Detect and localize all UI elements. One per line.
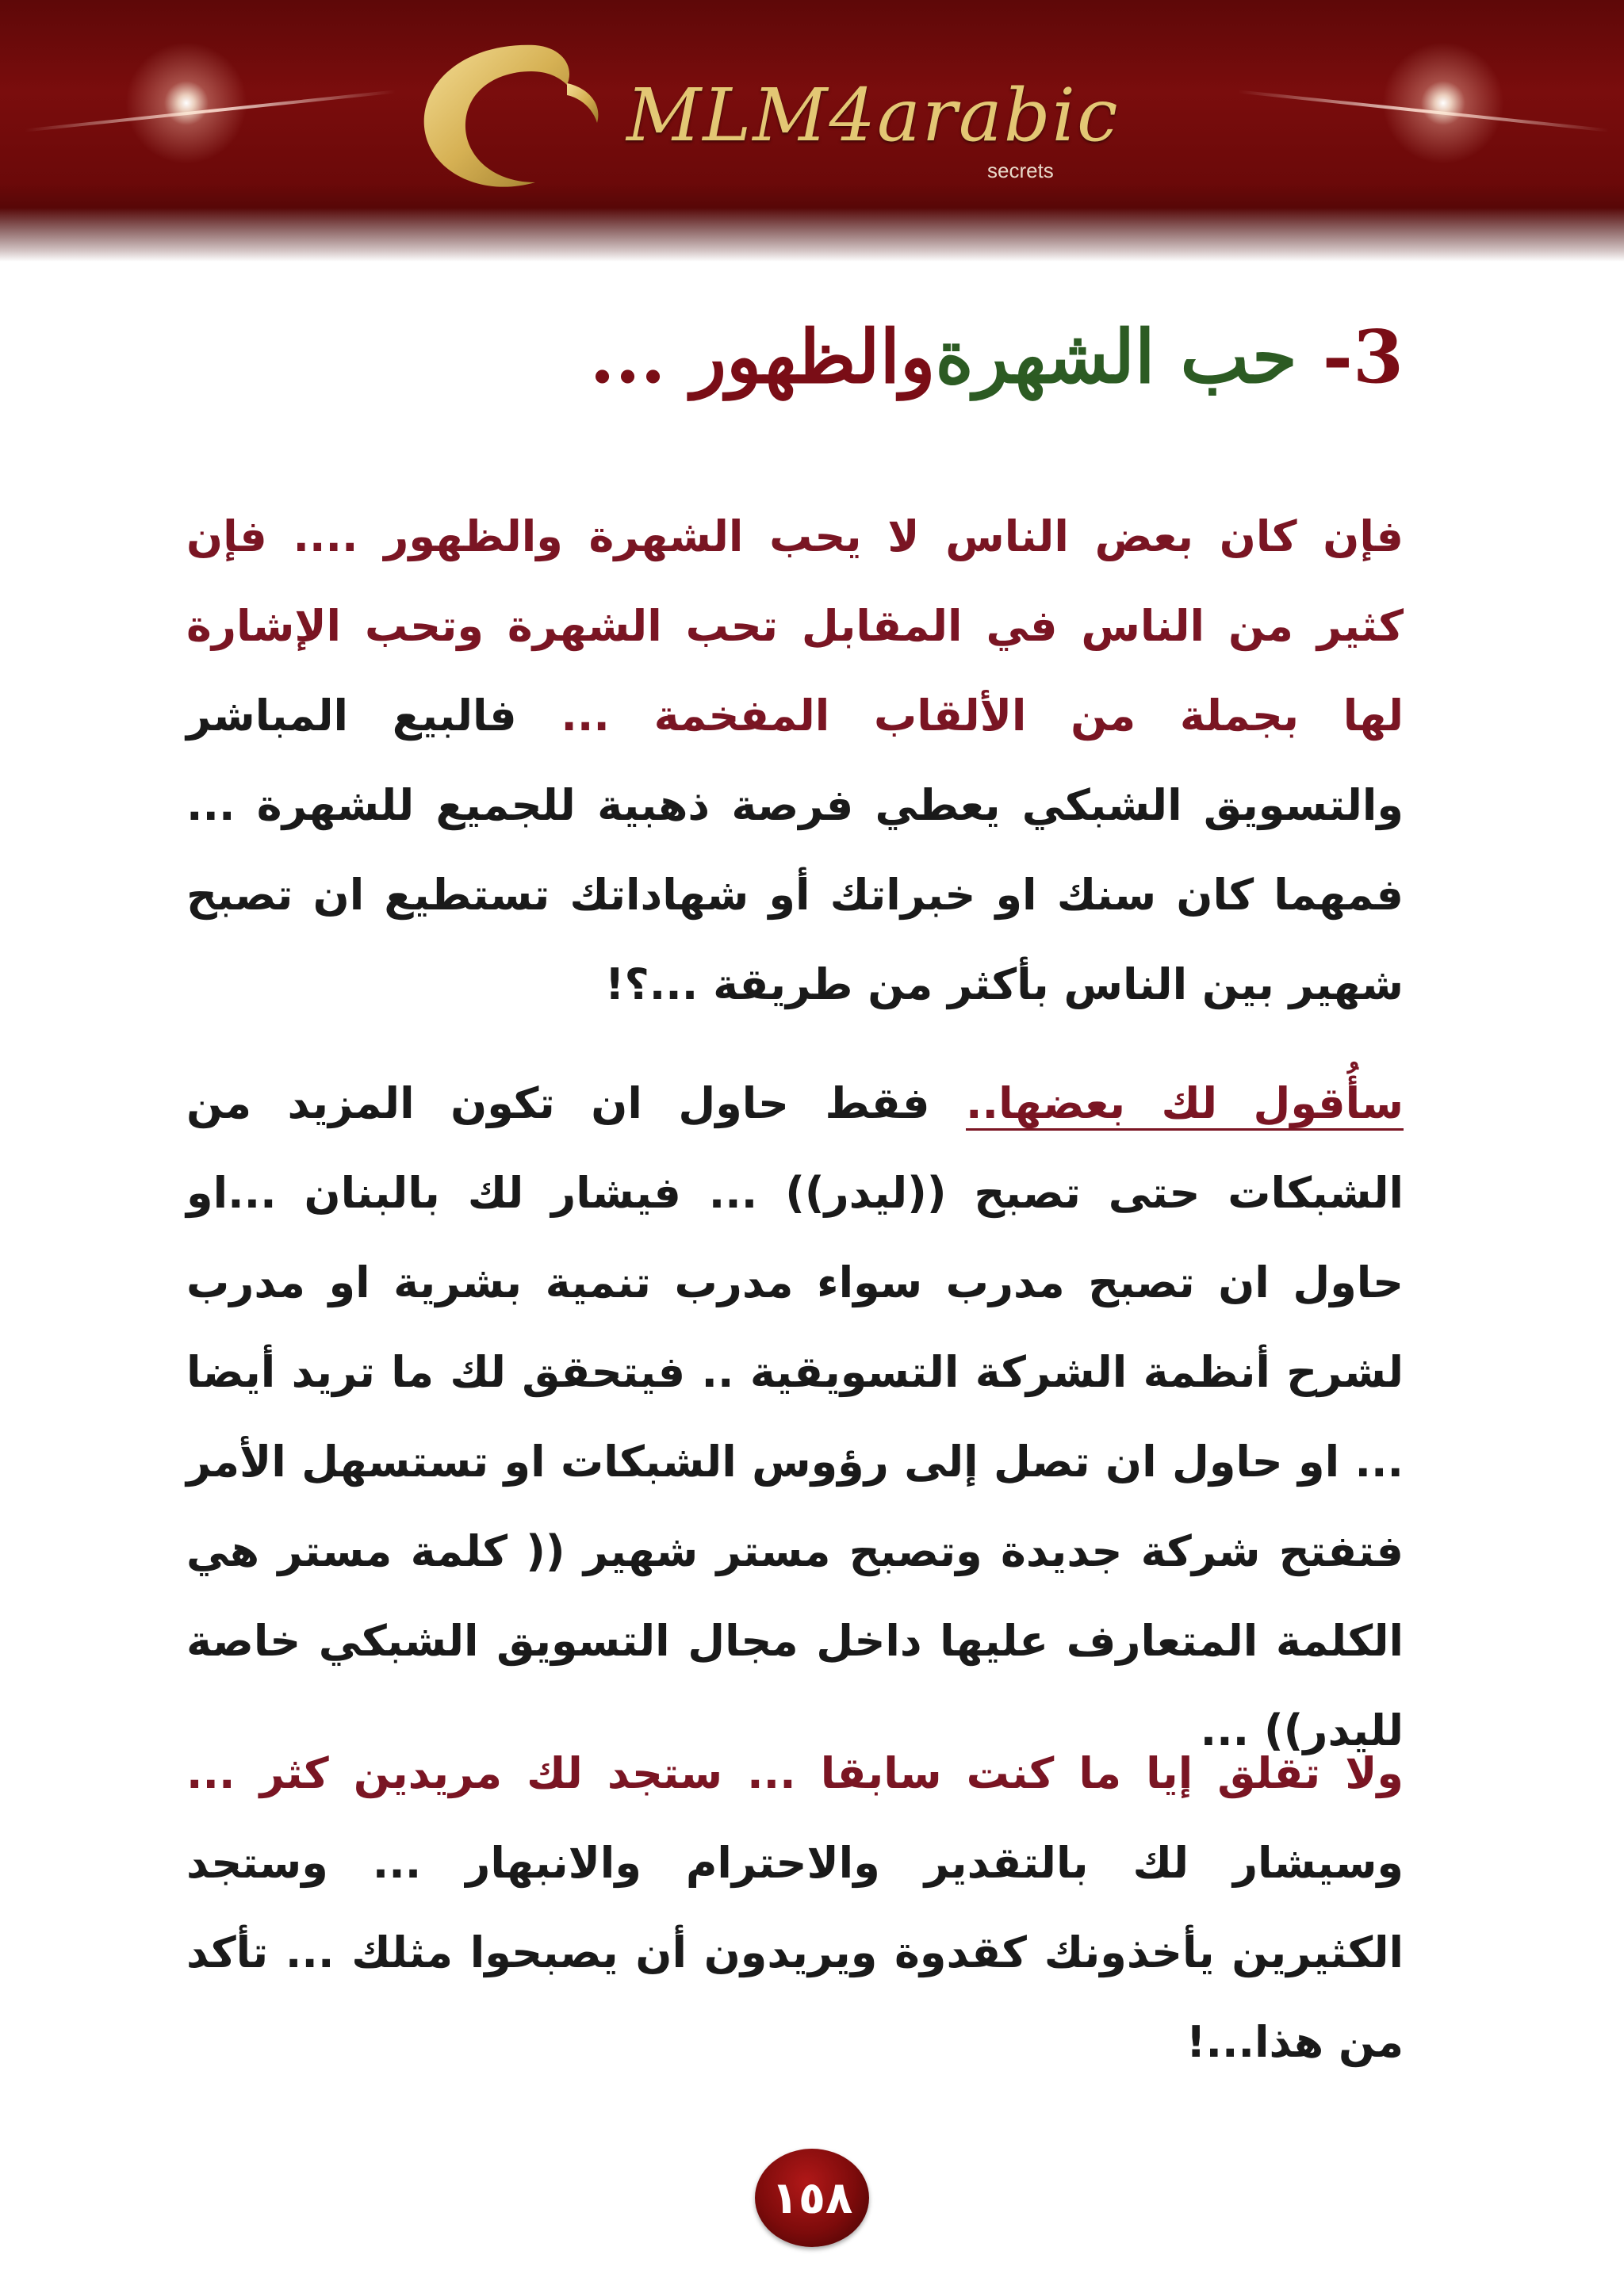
paragraph-3-lead: ولا تقلق إيا ما كنت سابقا ... ستجد لك مريدين كثر ... — [186, 1748, 1404, 1798]
sparkle-left-icon — [115, 32, 258, 174]
title-dash: - — [1322, 314, 1353, 400]
title-word-fame: حب الشهرة — [935, 314, 1297, 400]
page-number: ١٥٨ — [771, 2172, 853, 2224]
paragraph-2-lead: سأُقول لك بعضها.. — [966, 1078, 1404, 1131]
page-number-badge — [755, 2149, 869, 2247]
brand-logo-text: MLM4arabic — [626, 73, 1120, 158]
header-banner — [0, 0, 1624, 262]
paragraph-2-body: فقط حاول ان تكون المزيد من الشبكات حتى تصبح ((ليدر)) ... فيشار لك بالبنان ...او حاول ان تصبح مدرب سواء مدرب تنمية بشرية او مدرب لشرح أنظمة الشركة التسويقية .. فيتحقق لك ما تريد أيضا ... او حاول ان تصل إلى رؤوس الشبكات او تستسهل الأمر فتفتح شركة جديدة وتصبح مستر شهير (( كلمة مستر هي الكلمة المتعارف عليها داخل مجال التسويق الشبكي خاصة لليدر)) ... — [186, 1078, 1404, 1755]
logo-crescent-icon — [416, 36, 611, 194]
title-ellipsis: ... — [589, 314, 666, 400]
sparkle-right-icon — [1372, 32, 1515, 174]
page-title — [590, 313, 1404, 400]
paragraph-2 — [186, 1058, 1404, 1775]
brand-tagline: secrets — [987, 159, 1054, 182]
title-number: 3 — [1352, 314, 1404, 400]
title-word-appearance: والظهور — [691, 314, 936, 400]
paragraph-3-body: وسيشار لك بالتقدير والاحترام والانبهار ... وستجد الكثيرين يأخذونك كقدوة ويريدون أن يصبحوا مثلك ... تأكد من هذا...! — [186, 1838, 1404, 2067]
header-fade — [0, 208, 1624, 262]
paragraph-3 — [186, 1728, 1404, 2087]
paragraph-1 — [186, 492, 1404, 1029]
paragraph-1-body: فالبيع المباشر والتسويق الشبكي يعطي فرصة ذهبية للجميع للشهرة ... فمهما كان سنك او خبراتك أو شهاداتك تستطيع ان تصبح شهير بين الناس بأكثر من طريقة ...؟! — [186, 691, 1404, 1009]
paragraph-1-highlight: فإن كان بعض الناس لا يحب الشهرة والظهور .... فإن كثير من الناس في المقابل تحب الشهرة وتحب الإشارة لها بجملة من الألقاب المفخمة ... — [186, 511, 1404, 741]
